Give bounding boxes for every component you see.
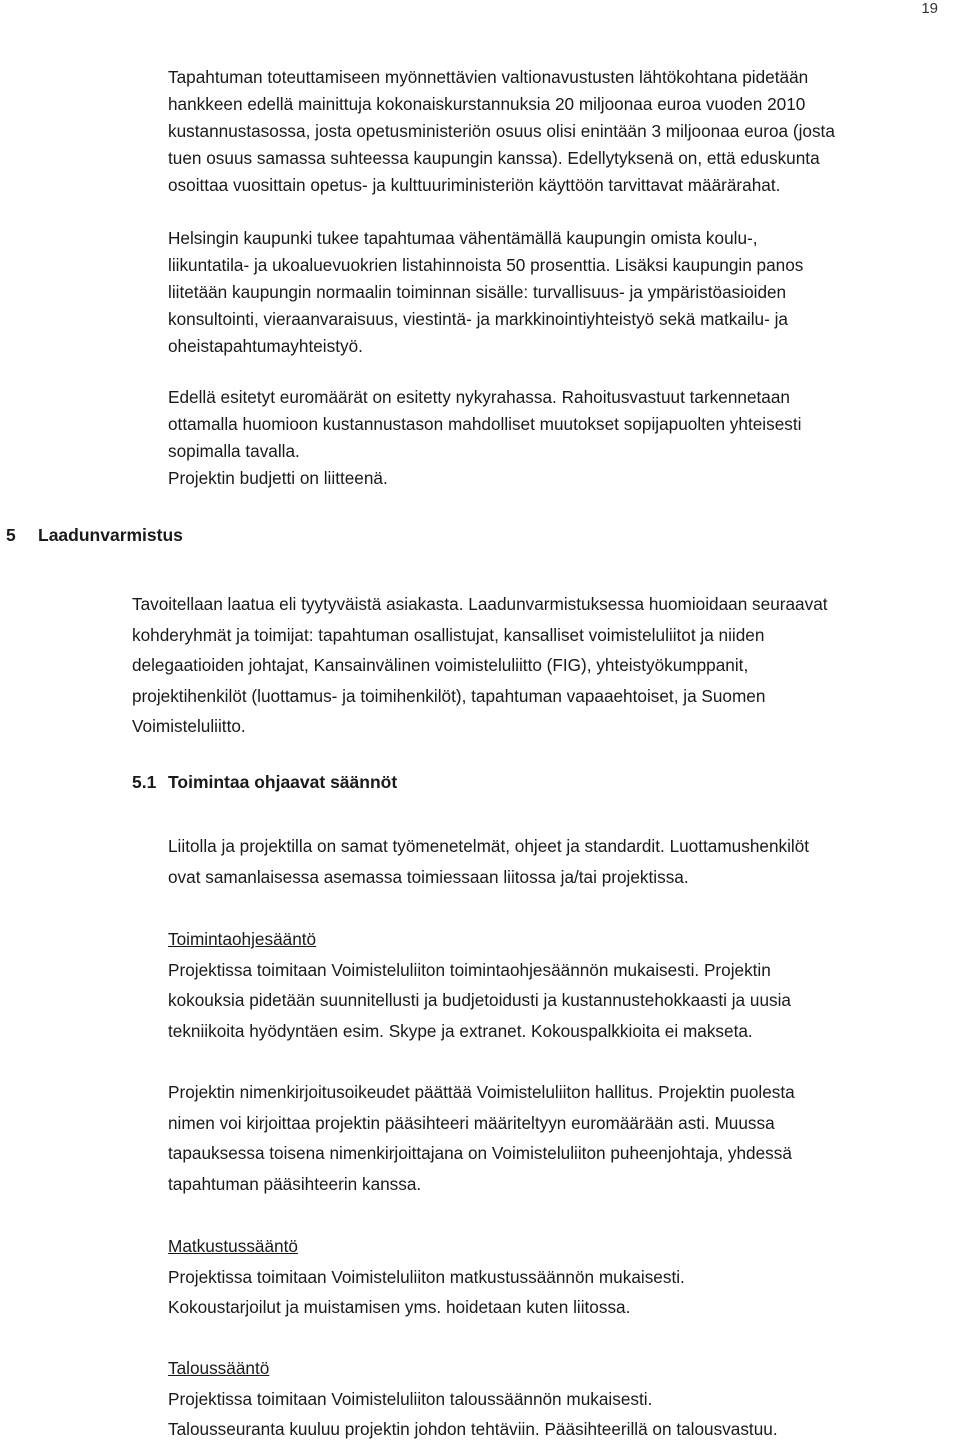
text-line: liikuntatila- ja ukoaluevuokrien listahinnoista 50 prosenttia. Lisäksi kaupungin panos — [168, 254, 804, 275]
text-line: liitetään kaupungin normaalin toiminnan sisälle: turvallisuus- ja ympäristöasioiden — [168, 281, 787, 302]
text-line: konsultointi, vieraanvaraisuus, viestintä- ja markkinointiyhteistyö sekä matkailu- ja — [168, 308, 788, 329]
text-line: hankkeen edellä mainittuja kokonaiskurstannuksia 20 miljoonaa euroa vuoden 2010 — [168, 93, 806, 114]
subsection-heading: Taloussääntö — [168, 1358, 270, 1378]
budget-paragraph-3 — [168, 384, 801, 492]
text-line: ottamalla huomioon kustannustason mahdolliset muutokset sopijapuolten yhteisesti — [168, 413, 802, 434]
text-line: Projektissa toimitaan Voimisteluliiton toimintaohjesäännön mukaisesti. Projektin — [168, 959, 771, 980]
page-number: 19 — [921, 0, 938, 17]
budget-paragraph-1 — [168, 64, 835, 199]
text-line: Talousseuranta kuuluu projektin johdon tehtäviin. Pääsihteerillä on talousvastuu. — [168, 1419, 778, 1439]
text-line: Tavoitellaan laatua eli tyytyväistä asiakasta. Laadunvarmistuksessa huomioidaan seuraavat — [132, 594, 828, 614]
text-line: Liitolla ja projektilla on samat työmenetelmät, ohjeet ja standardit. Luottamushenkilöt — [168, 836, 810, 856]
text-line: Voimisteluliitto. — [132, 716, 246, 736]
text-line: tapauksessa toisena nimenkirjoittajana on Voimisteluliiton puheenjohtaja, yhdessä — [168, 1143, 792, 1163]
matkustussaanto-block — [168, 1231, 685, 1323]
toimintaohjesaanto-block — [168, 924, 791, 1046]
nimenkirjoitus-block — [168, 1077, 795, 1199]
text-line: kohderyhmät ja toimijat: tapahtuman osallistujat, kansalliset voimisteluliitot ja niiden — [132, 624, 765, 645]
text-line: Projektissa toimitaan Voimisteluliiton matkustussäännön mukaisesti. — [168, 1266, 685, 1287]
text-line: delegaatioiden johtajat, Kansainvälinen voimisteluliitto (FIG), yhteistyökumppanit, — [132, 655, 749, 675]
text-line: Projektin budjetti on liitteenä. — [168, 467, 388, 488]
text-line: oheistapahtumayhteistyö. — [168, 335, 363, 356]
text-line: projektihenkilöt (luottamus- ja toimihenkilöt), tapahtuman vapaaehtoiset, ja Suomen — [132, 685, 766, 706]
text-line: kustannustasossa, josta opetusministeriön osuus olisi enintään 3 miljoonaa euroa (josta — [168, 120, 835, 141]
taloussaanto-block — [168, 1353, 778, 1445]
text-line: Helsingin kaupunki tukee tapahtumaa vähentämällä kaupungin omista koulu-, — [168, 228, 758, 248]
text-line: nimen voi kirjoittaa projektin pääsihteeri määriteltyyn euromäärään asti. Muussa — [168, 1112, 775, 1133]
text-line: ovat samanlaisessa asemassa toimiessaan liitossa ja/tai projektissa. — [168, 867, 689, 887]
section-5-1-heading — [132, 772, 397, 793]
section-5-intro — [132, 589, 828, 742]
text-line: sopimalla tavalla. — [168, 440, 300, 461]
text-line: Tapahtuman toteuttamiseen myönnettävien valtionavustusten lähtökohtana pidetään — [168, 67, 809, 87]
text-line: kokouksia pidetään suunnitellusti ja budjetoidusti ja kustannustehokkaasti ja uusia — [168, 990, 791, 1010]
section-title: Toimintaa ohjaavat säännöt — [168, 772, 398, 792]
text-line: tekniikoita hyödyntäen esim. Skype ja extranet. Kokouspalkkioita ei makseta. — [168, 1020, 753, 1041]
section-number: 5 — [6, 525, 16, 545]
section-5-1-intro — [168, 831, 809, 893]
text-line: Edellä esitetyt euromäärät on esitetty nykyrahassa. Rahoitusvastuut tarkennetaan — [168, 387, 790, 407]
section-5-heading — [6, 525, 183, 546]
text-line: tuen osuus samassa suhteessa kaupungin kanssa). Edellytyksenä on, että eduskunta — [168, 147, 820, 168]
text-line: tapahtuman pääsihteerin kanssa. — [168, 1173, 422, 1194]
section-title: Laadunvarmistus — [38, 525, 183, 545]
text-line: osoittaa vuosittain opetus- ja kulttuuriministeriön käyttöön tarvittavat määrärahat. — [168, 174, 781, 195]
section-number: 5.1 — [132, 772, 157, 792]
subsection-heading: Matkustussääntö — [168, 1236, 298, 1256]
text-line: Projektissa toimitaan Voimisteluliiton taloussäännön mukaisesti. — [168, 1388, 653, 1409]
budget-paragraph-2 — [168, 225, 803, 360]
text-line: Kokoustarjoilut ja muistamisen yms. hoidetaan kuten liitossa. — [168, 1297, 631, 1317]
text-line: Projektin nimenkirjoitusoikeudet päättää Voimisteluliiton hallitus. Projektin puolesta — [168, 1082, 795, 1102]
subsection-heading: Toimintaohjesääntö — [168, 929, 317, 949]
